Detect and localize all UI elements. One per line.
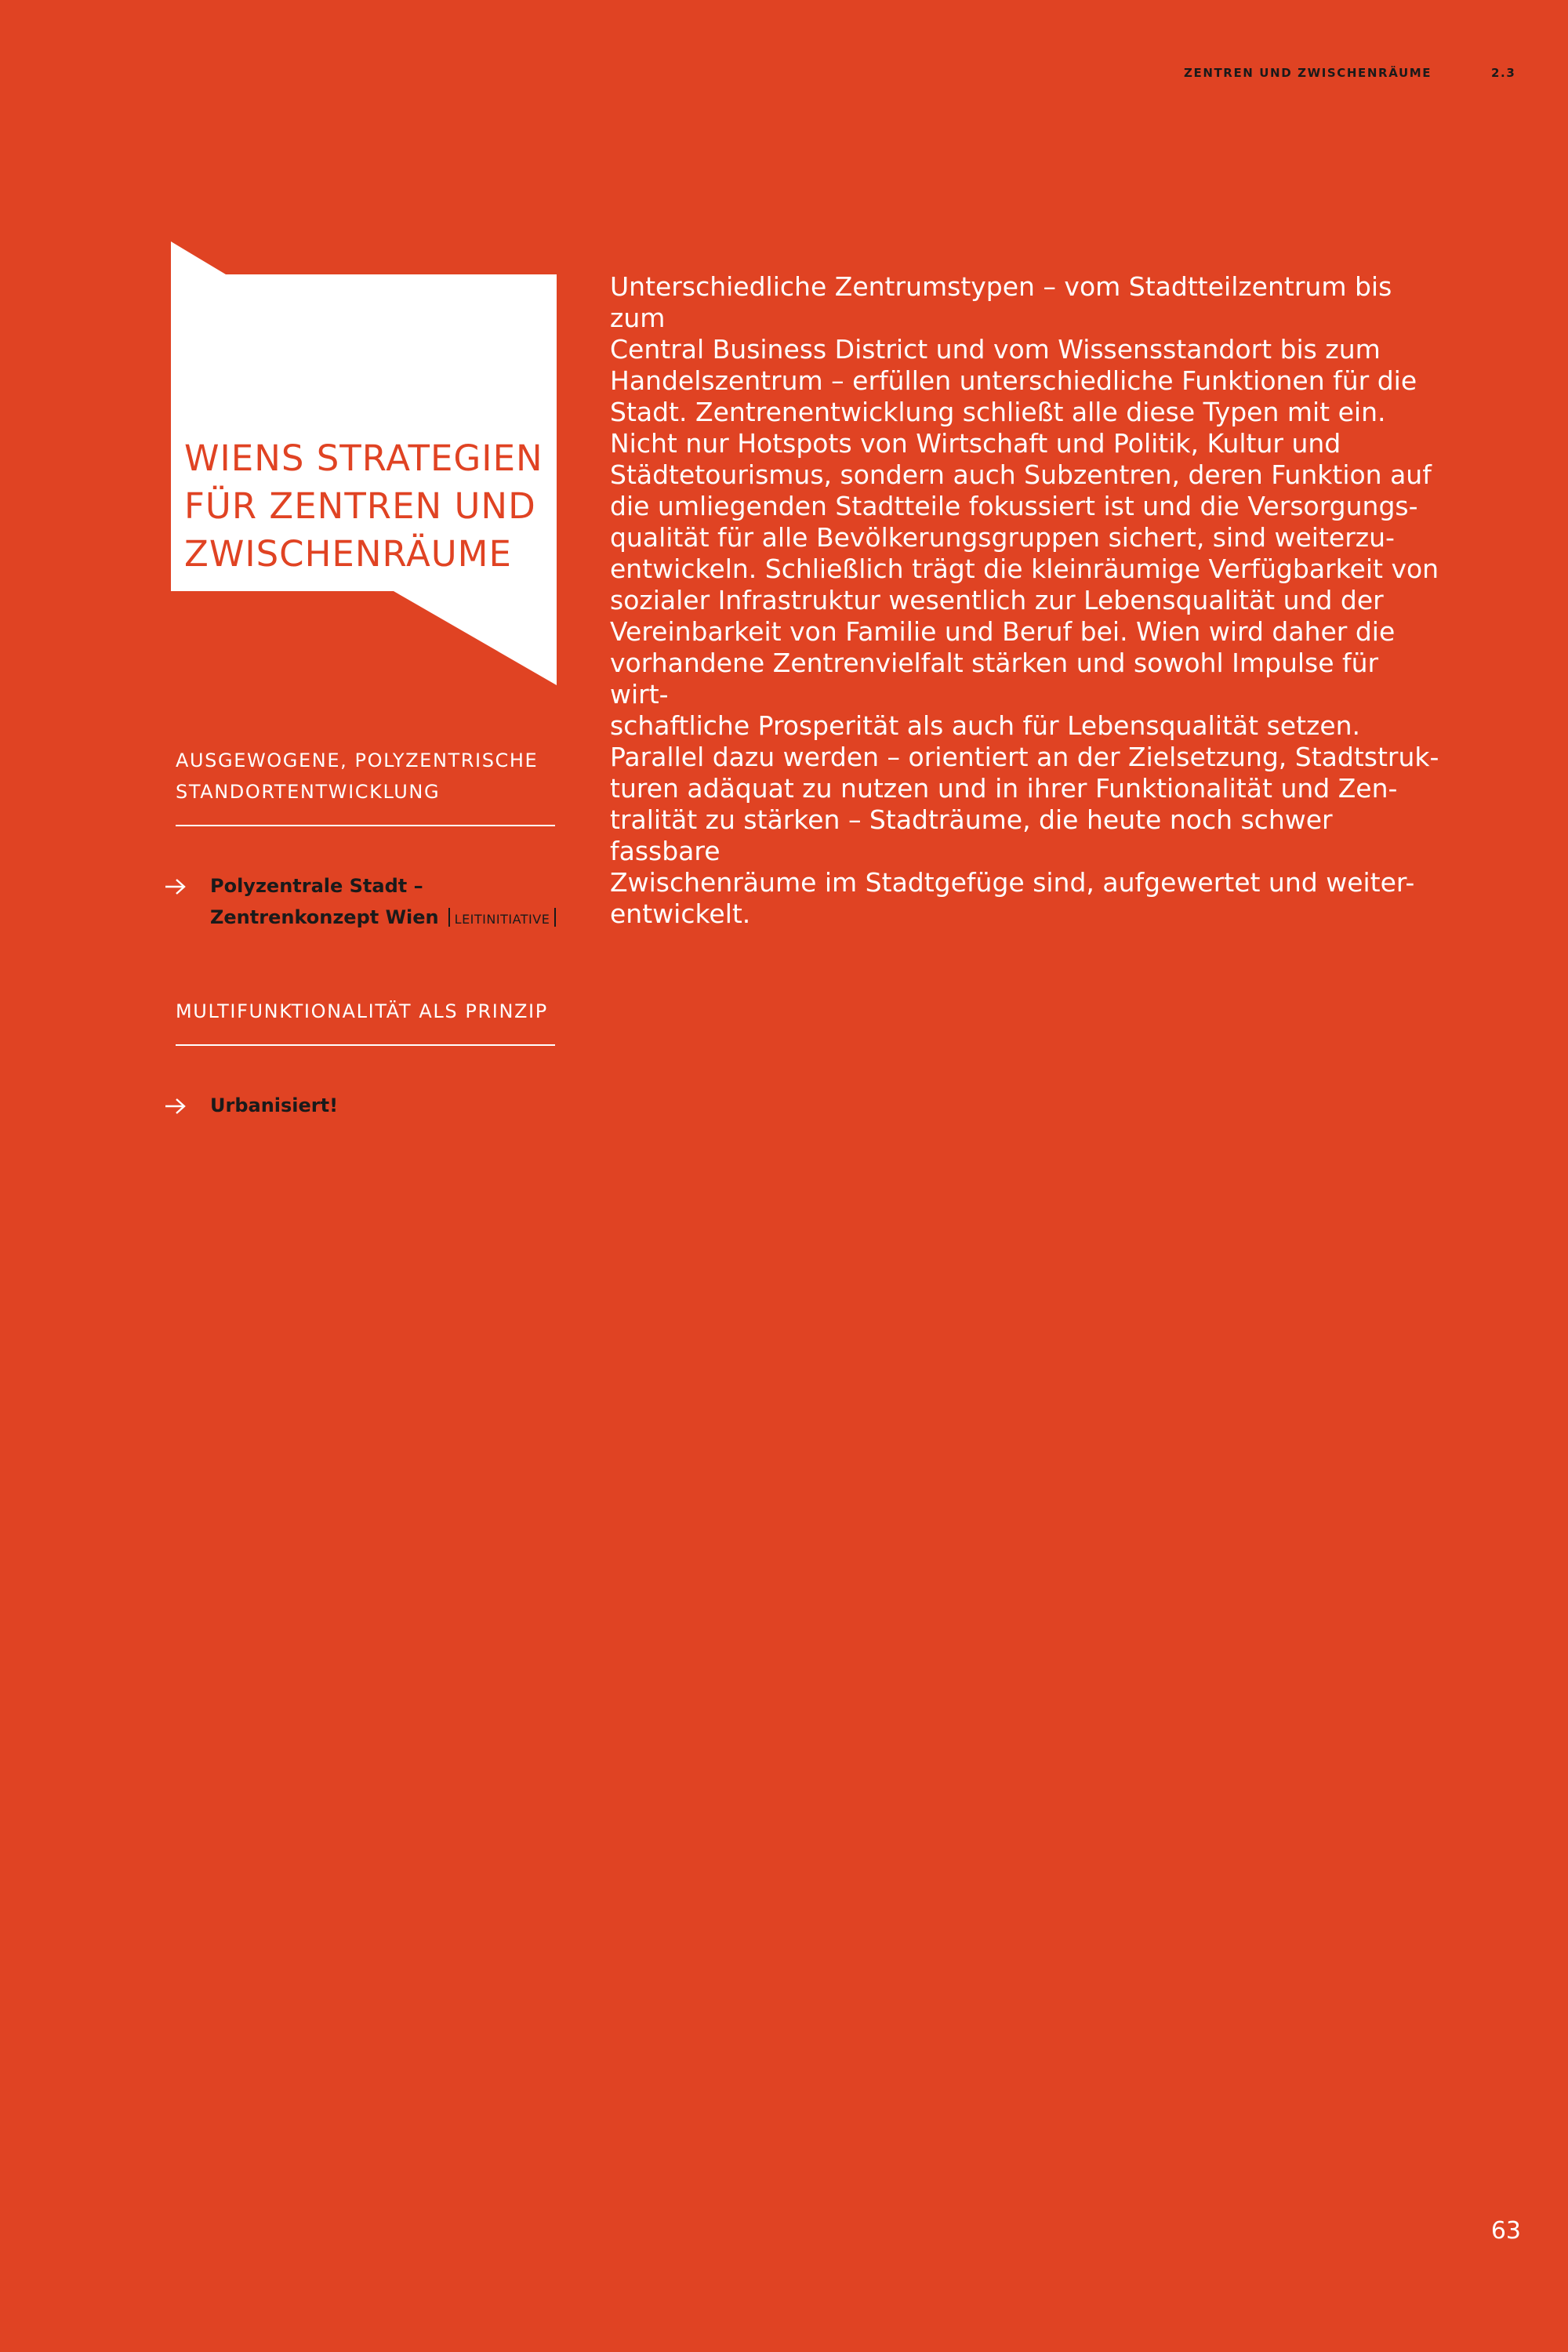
section-heading-polyzentrisch: AUSGEWOGENE, POLYZENTRISCHE STANDORTENTWICKLUNG xyxy=(176,750,539,803)
link-line: Urbanisiert! xyxy=(210,1094,339,1116)
link-line-1: Polyzentrale Stadt – xyxy=(210,875,423,897)
running-title: ZENTREN UND ZWISCHENRÄUME xyxy=(1184,66,1432,80)
banner-title: WIENS STRATEGIEN FÜR ZENTREN UND ZWISCHENRÄUME xyxy=(184,437,543,575)
link-text xyxy=(210,870,579,935)
leitinitiative-tag xyxy=(444,912,561,927)
leitinitiative-label: LEITINITIATIVE xyxy=(454,912,550,927)
title-banner xyxy=(171,241,557,685)
link-text xyxy=(210,1090,579,1121)
link-line-2: Zentrenkonzept Wien xyxy=(210,906,439,928)
running-header xyxy=(1176,66,1521,83)
arrow-right-icon xyxy=(165,878,187,895)
section-divider xyxy=(176,825,555,826)
section-heading-multifunktionalitaet: MULTIFUNKTIONALITÄT ALS PRINZIP xyxy=(176,1000,548,1022)
section-divider xyxy=(176,1044,555,1046)
tag-bar-right xyxy=(554,908,556,927)
tag-bar-left xyxy=(448,908,450,927)
body-paragraph: Unterschiedliche Zentrumstypen – vom Stadtteilzentrum bis zum Central Business District und vom Wissensstandort bis zum Handelszentrum – erfüllen unterschiedliche Funktionen für die Stadt. Zentrenentwicklung schließt alle diese Typen mit ein. Nicht nur Hotspots von Wirtschaft und Politik, Kultur und Städtetourismus, sondern auch Subzentren, deren Funktion auf die umliegenden Stadtteile fokussiert ist und die Versorgungs- qualität für alle Bevölkerungsgruppen sichert, sind weiterzu- entwickeln. Schließlich trägt die kleinräumige Verfügbarkeit von sozialer Infrastruktur wesentlich zur Lebensqualität und der Vereinbarkeit von Familie und Beruf bei. Wien wird daher die vorhandene Zentrenvielfalt stärken und sowohl Impulse für wirt- schaftliche Prosperität als auch für Lebensqualität setzen. Parallel dazu werden – orientiert an der Zielsetzung, Stadtstruk- turen adäquat zu nutzen und in ihrer Funktionalität und Zen- tralität zu stärken – Stadträume, die heute noch schwer fassbare Zwischenräume im Stadtgefüge sind, aufgewertet und weiter- entwickelt. xyxy=(610,271,1439,929)
arrow-right-icon xyxy=(165,1098,187,1115)
page-number: 63 xyxy=(1490,2217,1521,2245)
section-number: 2.3 xyxy=(1491,66,1516,80)
